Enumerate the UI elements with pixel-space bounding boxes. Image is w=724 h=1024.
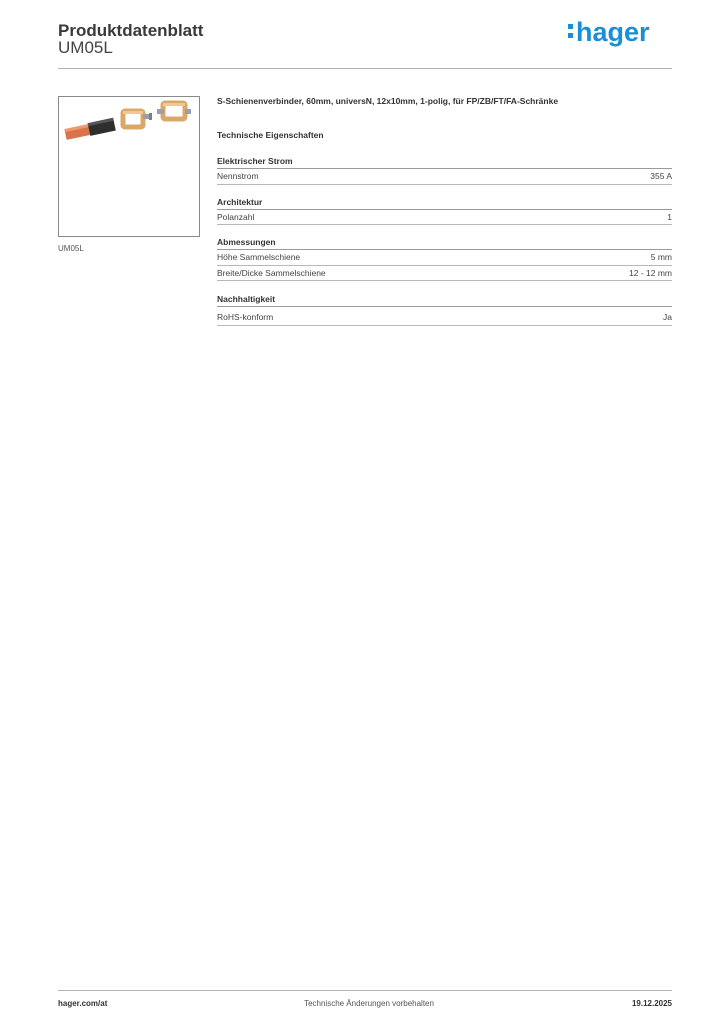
property-value: 1 <box>667 211 672 222</box>
main-content <box>217 96 672 326</box>
property-label: RoHS-konform <box>217 312 274 322</box>
property-group <box>217 294 672 326</box>
property-row <box>217 169 672 185</box>
property-value: 5 mm <box>650 252 672 262</box>
header-divider <box>58 68 672 69</box>
property-group <box>217 197 672 226</box>
property-row <box>217 210 672 226</box>
footer-website: hager.com/at <box>58 999 108 1008</box>
product-title: S-Schienenverbinder, 60mm, universN, 12x10mm, 1-polig, für FP/ZB/FT/FA-Schränke <box>217 96 559 106</box>
property-row <box>217 307 672 326</box>
property-label: Höhe Sammelschiene <box>217 252 301 262</box>
footer-notice: Technische Änderungen vorbehalten <box>304 999 434 1008</box>
hager-logo <box>566 14 666 50</box>
property-row <box>217 250 672 266</box>
footer-date: 19.12.2025 <box>631 999 672 1008</box>
property-group <box>217 237 672 281</box>
footer-divider <box>58 990 672 991</box>
property-label: Breite/Dicke Sammelschiene <box>217 267 326 278</box>
property-label: Polanzahl <box>217 211 255 222</box>
property-label: Nennstrom <box>217 171 259 181</box>
property-value: 12 - 12 mm <box>629 267 672 278</box>
property-value: Ja <box>663 312 672 322</box>
product-code: UM05L <box>58 38 113 57</box>
busbar-connector-icon <box>59 97 199 236</box>
property-row <box>217 266 672 282</box>
product-image <box>58 96 200 237</box>
group-title: Elektrischer Strom <box>217 156 672 169</box>
page-title: Produktdatenblatt <box>58 21 204 40</box>
group-title: Architektur <box>217 197 672 210</box>
image-caption: UM05L <box>58 244 84 253</box>
property-value: 355 A <box>650 171 672 181</box>
properties-heading: Technische Eigenschaften <box>217 130 324 140</box>
property-group <box>217 156 672 185</box>
logo-text: hager <box>576 17 650 47</box>
group-title: Nachhaltigkeit <box>217 294 672 307</box>
group-title: Abmessungen <box>217 237 672 250</box>
